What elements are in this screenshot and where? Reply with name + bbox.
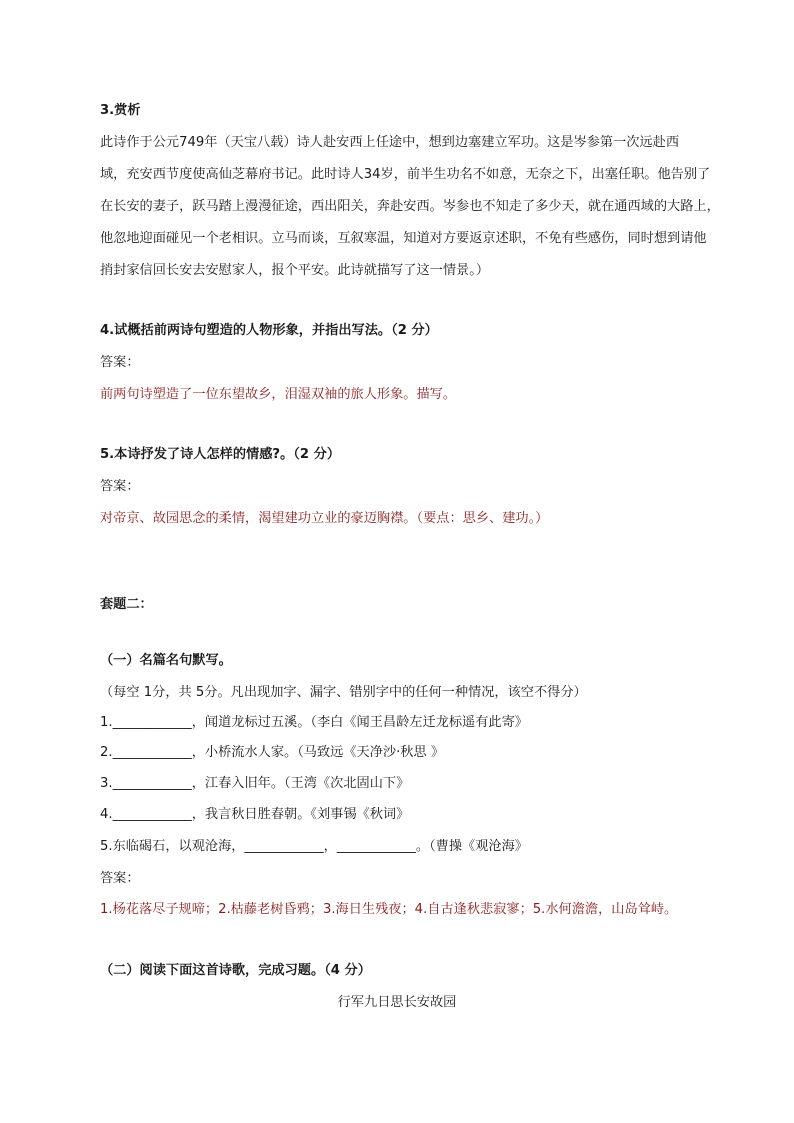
paragraph-line-1: 此诗作于公元749年（天宝八载）诗人赴安西上任途中，想到边塞建立军功。这是岑参第一次远赴西 [100, 135, 680, 150]
part-2-heading: （二）阅读下面这首诗歌，完成习题。（4 分） [100, 963, 371, 978]
part-1-note: （每空 1分，共 5分。凡出现加字、漏字、错别字中的任何一种情况，该空不得分） [100, 685, 587, 700]
section-3-heading: 3.赏析 [100, 103, 141, 118]
fill-item-2: 2.____________，小桥流水人家。（马致远《天净沙·秋思 》 [100, 745, 445, 760]
fill-item-5: 5.东临碣石，以观沧海，____________，____________。（曹操《观沧海》 [100, 839, 528, 854]
question-4: 4.试概括前两诗句塑造的人物形象，并指出写法。（2 分） [100, 323, 438, 338]
fill-item-1: 1.____________，闻道龙标过五溪。（李白《闻王昌龄左迁龙标遥有此寄》 [100, 715, 528, 730]
paragraph-line-3: 在长安的妻子，跃马踏上漫漫征途，西出阳关，奔赴安西。岑参也不知走了多少天，就在通西域的大路上， [100, 199, 720, 214]
answer-4: 前两句诗塑造了一位东望故乡，泪湿双袖的旅人形象。描写。 [100, 387, 457, 402]
part-1-heading: （一）名篇名句默写。 [100, 653, 232, 668]
poem-title: 行军九日思长安故园 [337, 995, 457, 1010]
fill-item-3: 3.____________，江春入旧年。（王湾《次北固山下》 [100, 776, 410, 791]
answer-5: 对帝京、故园思念的柔情，渴望建功立业的豪迈胸襟。（要点：思乡、建功。） [100, 511, 549, 526]
part-1-answer: 1.杨花落尽子规啼；2.枯藤老树昏鸦；3.海日生残夜；4.自古逢秋悲寂寥；5.水何澹澹，山岛耸峙。 [100, 902, 678, 917]
part-1-answer-label: 答案： [100, 871, 140, 886]
paragraph-line-4: 他忽地迎面碰见一个老相识。立马而谈，互叙寒温，知道对方要返京述职，不免有些感伤，同时想到请他 [100, 231, 707, 246]
paragraph-line-5: 捎封家信回长安去安慰家人，报个平安。此诗就描写了这一情景。） [100, 263, 490, 278]
question-5: 5.本诗抒发了诗人怎样的情感?。（2 分） [100, 447, 341, 462]
answer-label-4: 答案： [100, 355, 140, 370]
fill-item-4: 4.____________，我言秋日胜春朝。《刘事锡《秋词》 [100, 807, 410, 822]
answer-label-5: 答案： [100, 479, 140, 494]
paragraph-line-2: 域，充安西节度使高仙芝幕府书记。此时诗人34岁，前半生功名不如意，无奈之下，出塞任职。他告别了 [100, 167, 711, 182]
set-2-title: 套题二： [100, 597, 153, 612]
